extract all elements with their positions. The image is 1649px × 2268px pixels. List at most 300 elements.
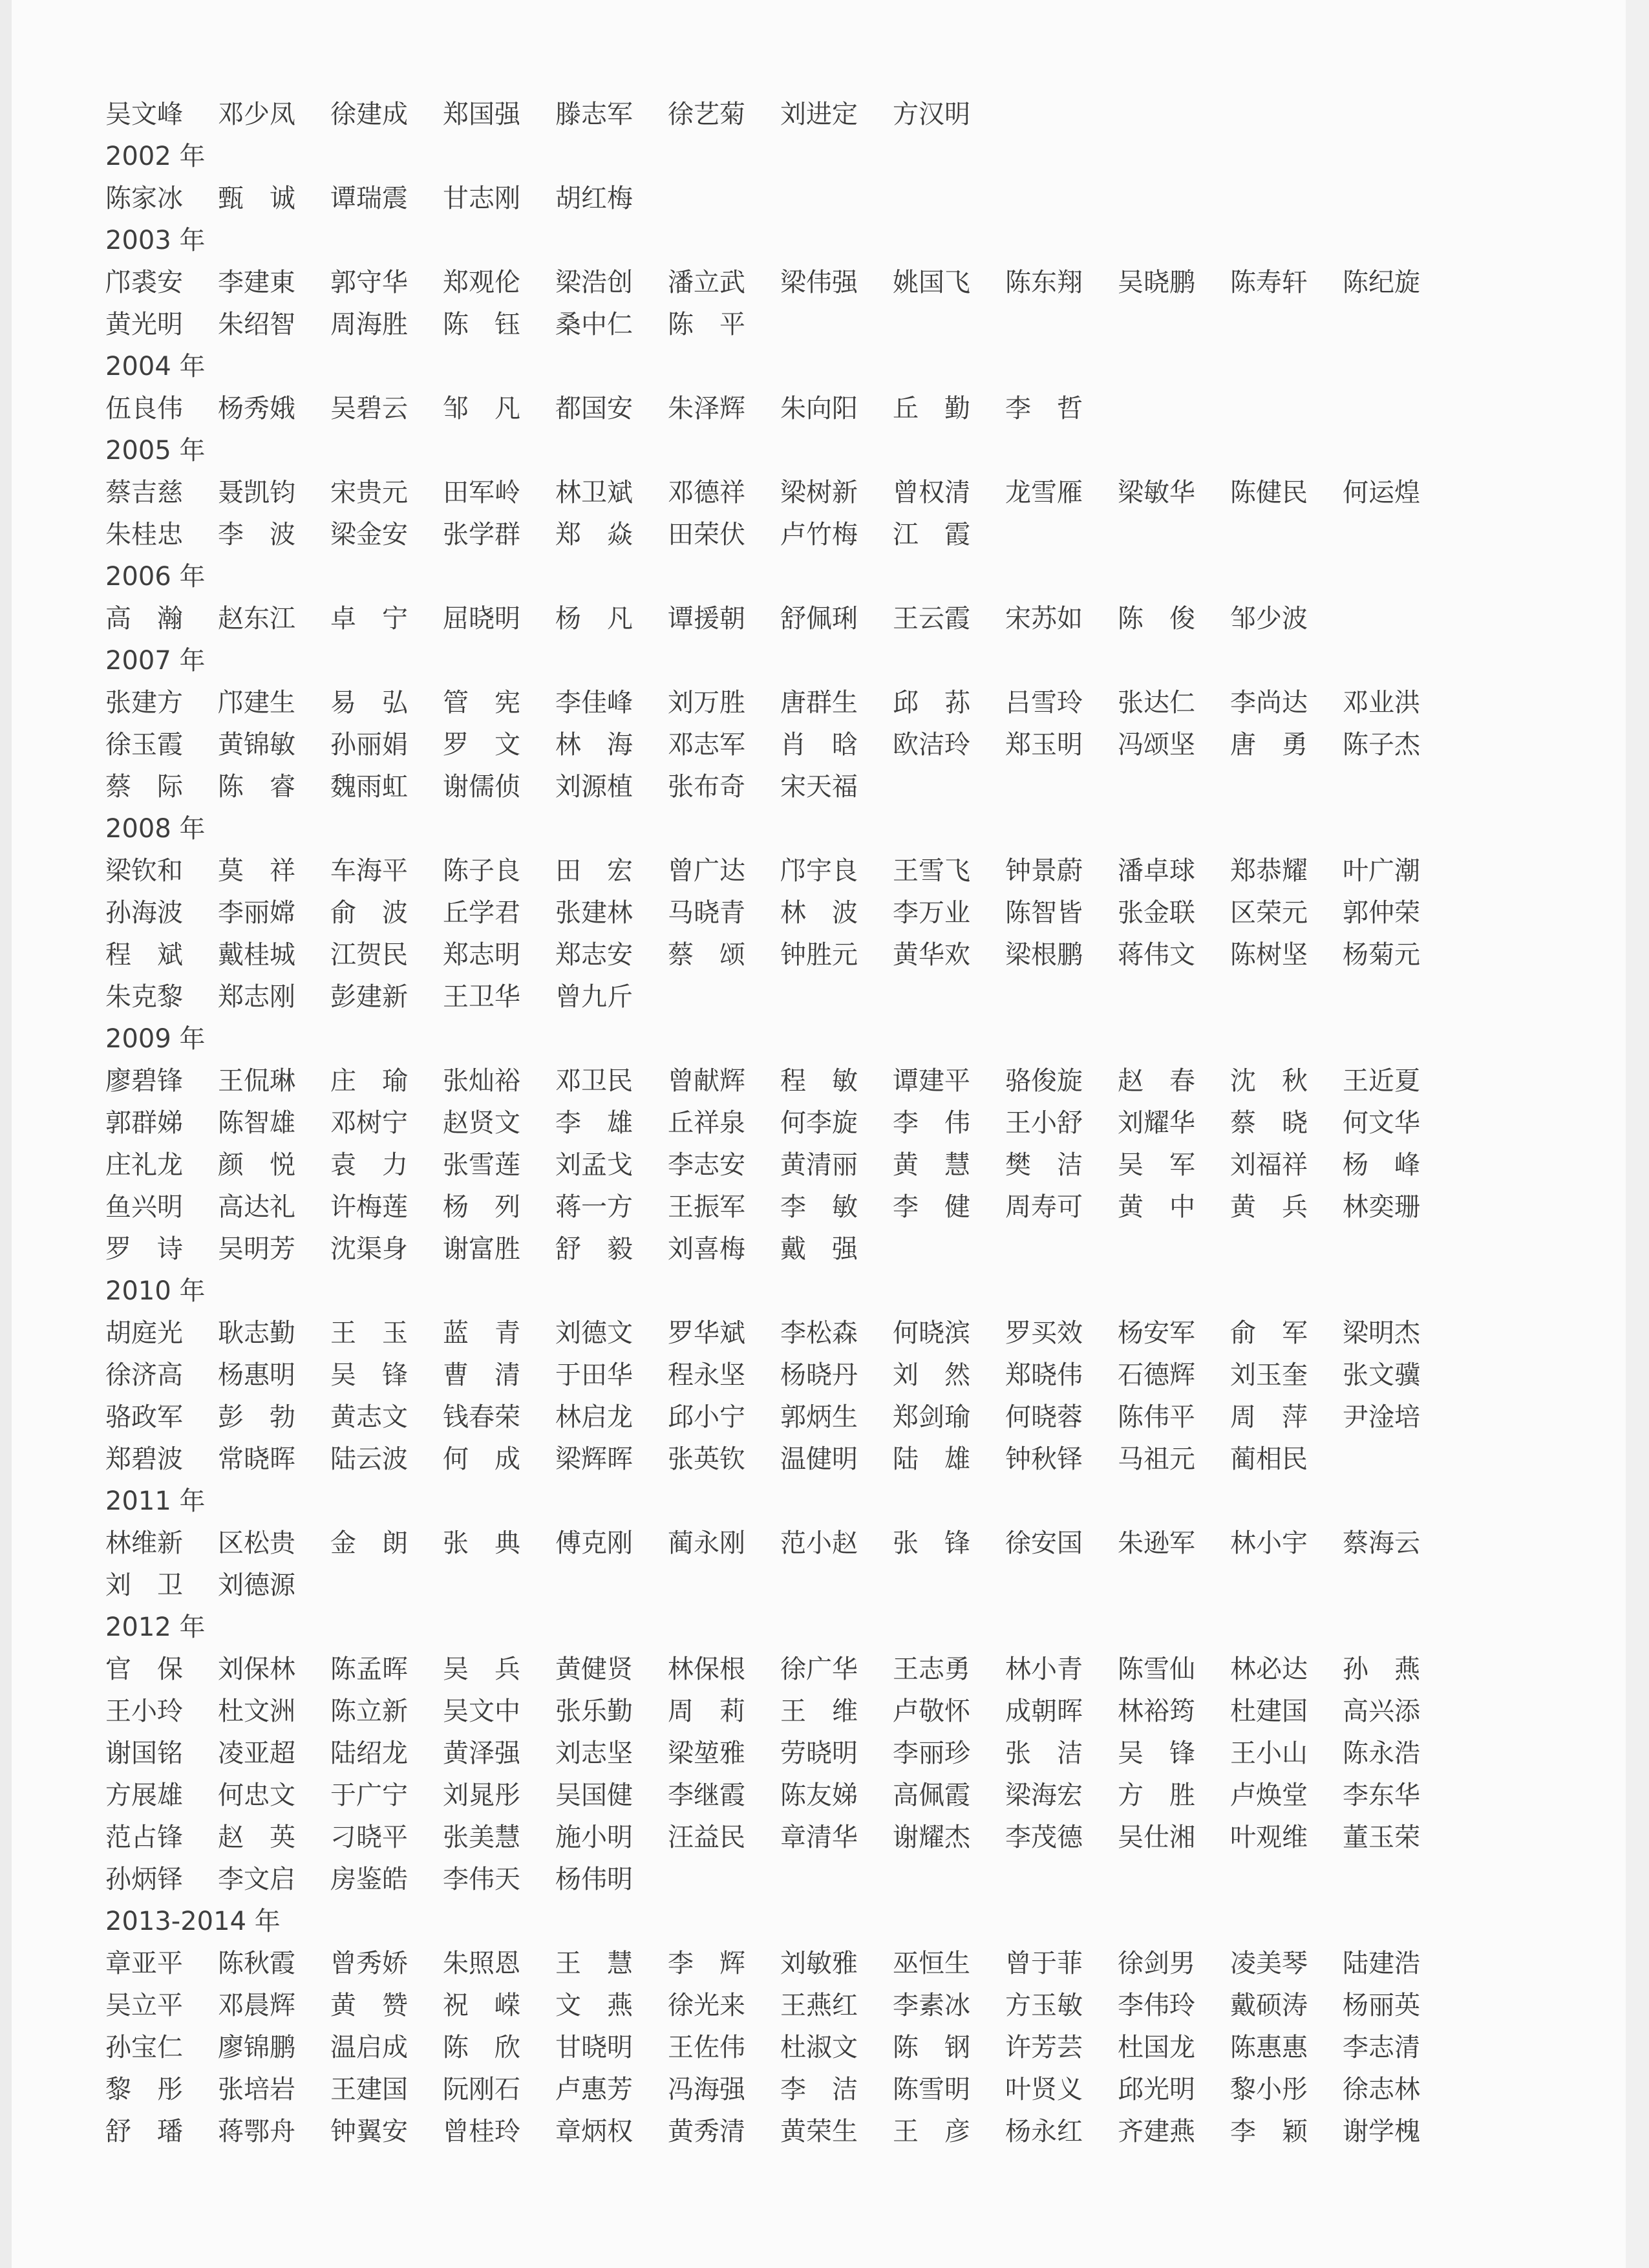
person-name: 张建方 — [105, 688, 183, 718]
person-name: 王 维 — [780, 1696, 858, 1726]
person-name: 刘敏雅 — [780, 1949, 858, 1978]
person-name: 巫恒生 — [893, 1949, 970, 1978]
person-name: 蔡吉慈 — [105, 478, 183, 508]
person-name: 蒋鄂舟 — [218, 2117, 295, 2146]
names-row — [105, 1943, 1592, 1985]
person-name: 区荣元 — [1230, 898, 1308, 928]
person-name: 范小赵 — [780, 1528, 858, 1558]
person-name: 徐艺菊 — [668, 100, 745, 129]
person-name: 区松贵 — [218, 1528, 295, 1558]
person-name: 罗华斌 — [668, 1318, 745, 1348]
year-heading: 2004 年 — [105, 352, 206, 381]
person-name: 徐光来 — [668, 1991, 745, 2020]
person-name: 骆政军 — [105, 1402, 183, 1432]
person-name: 梁树新 — [780, 478, 858, 508]
person-name: 刘源植 — [555, 772, 633, 802]
names-row — [105, 2027, 1592, 2069]
person-name: 欧洁玲 — [893, 730, 970, 760]
person-name: 杨永红 — [1005, 2117, 1083, 2146]
person-name: 吴 军 — [1118, 1150, 1195, 1180]
person-name: 高达礼 — [218, 1192, 295, 1222]
person-name: 陈秋霞 — [218, 1949, 295, 1978]
person-name: 王雪飞 — [893, 856, 970, 886]
person-name: 汪益民 — [668, 1823, 745, 1852]
names-row — [105, 304, 1592, 346]
person-name: 梁敏华 — [1118, 478, 1195, 508]
names-row — [105, 1439, 1592, 1481]
person-name: 鱼兴明 — [105, 1192, 183, 1222]
names-row — [105, 1186, 1592, 1228]
person-name: 何李旋 — [780, 1108, 858, 1138]
person-name: 方玉敏 — [1005, 1991, 1083, 2020]
person-name: 房鉴皓 — [330, 1865, 408, 1894]
person-name: 文 燕 — [555, 1991, 633, 2020]
person-name: 郑国强 — [443, 100, 520, 129]
person-name: 滕志军 — [555, 100, 633, 129]
names-row — [105, 514, 1592, 556]
person-name: 丘祥泉 — [668, 1108, 745, 1138]
person-name: 邓业洪 — [1343, 688, 1420, 718]
person-name: 李志安 — [668, 1150, 745, 1180]
person-name: 朱照恩 — [443, 1949, 520, 1978]
person-name: 范占锋 — [105, 1823, 183, 1852]
person-name: 陈 钢 — [893, 2033, 970, 2062]
person-name: 许梅莲 — [330, 1192, 408, 1222]
year-heading-row — [105, 640, 1592, 682]
person-name: 刘保林 — [218, 1654, 295, 1684]
person-name: 郑观伦 — [443, 268, 520, 297]
year-heading: 2011 年 — [105, 1486, 206, 1516]
person-name: 丘 勤 — [893, 394, 970, 423]
person-name: 杨伟明 — [555, 1865, 633, 1894]
person-name: 李 雄 — [555, 1108, 633, 1138]
person-name: 王小舒 — [1005, 1108, 1083, 1138]
person-name: 谢儒侦 — [443, 772, 520, 802]
person-name: 曾于菲 — [1005, 1949, 1083, 1978]
person-name: 陈伟平 — [1118, 1402, 1195, 1432]
names-row — [105, 1691, 1592, 1733]
person-name: 赵东江 — [218, 604, 295, 634]
person-name: 梁浩创 — [555, 268, 633, 297]
person-name: 方汉明 — [893, 100, 970, 129]
person-name: 杨惠明 — [218, 1360, 295, 1390]
person-name: 成朝晖 — [1005, 1696, 1083, 1726]
person-name: 王侃琳 — [218, 1066, 295, 1096]
person-name: 张乐勤 — [555, 1696, 633, 1726]
person-name: 钱春荣 — [443, 1402, 520, 1432]
person-name: 吴明芳 — [218, 1234, 295, 1264]
person-name: 黄 赞 — [330, 1991, 408, 2020]
person-name: 金 朗 — [330, 1528, 408, 1558]
person-name: 李茂德 — [1005, 1823, 1083, 1852]
person-name: 蔡海云 — [1343, 1528, 1420, 1558]
year-heading: 2003 年 — [105, 226, 206, 255]
person-name: 吴 锋 — [330, 1360, 408, 1390]
person-name: 许芳芸 — [1005, 2033, 1083, 2062]
person-name: 邹 凡 — [443, 394, 520, 423]
person-name: 黄锦敏 — [218, 730, 295, 760]
person-name: 朱逊军 — [1118, 1528, 1195, 1558]
person-name: 曾献辉 — [668, 1066, 745, 1096]
person-name: 聂凯钧 — [218, 478, 295, 508]
person-name: 李 波 — [218, 520, 295, 550]
year-heading-row — [105, 1481, 1592, 1523]
person-name: 王卫华 — [443, 982, 520, 1012]
person-name: 程 敏 — [780, 1066, 858, 1096]
person-name: 张英钦 — [668, 1444, 745, 1474]
person-name: 蔡 晓 — [1230, 1108, 1308, 1138]
person-name: 唐群生 — [780, 688, 858, 718]
names-row — [105, 94, 1592, 136]
person-name: 何文华 — [1343, 1108, 1420, 1138]
person-name: 刘 然 — [893, 1360, 970, 1390]
person-name: 杨 峰 — [1343, 1150, 1420, 1180]
person-name: 王 慧 — [555, 1949, 633, 1978]
person-name: 张灿裕 — [443, 1066, 520, 1096]
person-name: 郑恭耀 — [1230, 856, 1308, 886]
person-name: 周海胜 — [330, 310, 408, 339]
person-name: 徐剑男 — [1118, 1949, 1195, 1978]
person-name: 陈健民 — [1230, 478, 1308, 508]
person-name: 杨秀娥 — [218, 394, 295, 423]
names-row — [105, 1312, 1592, 1354]
person-name: 肖 晗 — [780, 730, 858, 760]
person-name: 孙宝仁 — [105, 2033, 183, 2062]
person-name: 曾权清 — [893, 478, 970, 508]
names-row — [105, 1102, 1592, 1144]
person-name: 张学群 — [443, 520, 520, 550]
person-name: 彭 勃 — [218, 1402, 295, 1432]
person-name: 杨 凡 — [555, 604, 633, 634]
person-name: 邓少凤 — [218, 100, 295, 129]
person-name: 黎小彤 — [1230, 2075, 1308, 2104]
person-name: 温启成 — [330, 2033, 408, 2062]
person-name: 黄清丽 — [780, 1150, 858, 1180]
names-row — [105, 1396, 1592, 1439]
person-name: 邓晨辉 — [218, 1991, 295, 2020]
person-name: 林必达 — [1230, 1654, 1308, 1684]
person-name: 王小玲 — [105, 1696, 183, 1726]
names-row — [105, 1775, 1592, 1817]
person-name: 梁辉晖 — [555, 1444, 633, 1474]
person-name: 林 波 — [780, 898, 858, 928]
person-name: 刘喜梅 — [668, 1234, 745, 1264]
person-name: 蔡 颂 — [668, 940, 745, 970]
person-name: 梁明杰 — [1343, 1318, 1420, 1348]
person-name: 卢竹梅 — [780, 520, 858, 550]
person-name: 温健明 — [780, 1444, 858, 1474]
person-name: 陈雪明 — [893, 2075, 970, 2104]
names-row — [105, 2111, 1592, 2153]
names-row — [105, 472, 1592, 514]
person-name: 刘孟戈 — [555, 1150, 633, 1180]
person-name: 王振军 — [668, 1192, 745, 1222]
person-name: 邓志军 — [668, 730, 745, 760]
person-name: 郑志明 — [443, 940, 520, 970]
person-name: 谢耀杰 — [893, 1823, 970, 1852]
person-name: 杨晓丹 — [780, 1360, 858, 1390]
person-name: 郑 焱 — [555, 520, 633, 550]
person-name: 李建東 — [218, 268, 295, 297]
person-name: 赵 春 — [1118, 1066, 1195, 1096]
person-name: 龙雪雁 — [1005, 478, 1083, 508]
person-name: 刘福祥 — [1230, 1150, 1308, 1180]
person-name: 官 保 — [105, 1654, 183, 1684]
person-name: 董玉荣 — [1343, 1823, 1420, 1852]
person-name: 田荣伏 — [668, 520, 745, 550]
person-name: 朱泽辉 — [668, 394, 745, 423]
person-name: 杨安军 — [1118, 1318, 1195, 1348]
person-name: 李 敏 — [780, 1192, 858, 1222]
person-name: 曹 清 — [443, 1360, 520, 1390]
person-name: 沈 秋 — [1230, 1066, 1308, 1096]
person-name: 田军岭 — [443, 478, 520, 508]
person-name: 王近夏 — [1343, 1066, 1420, 1096]
person-name: 陈家冰 — [105, 184, 183, 213]
person-name: 王燕红 — [780, 1991, 858, 2020]
person-name: 邓卫民 — [555, 1066, 633, 1096]
person-name: 耿志勤 — [218, 1318, 295, 1348]
person-name: 李文启 — [218, 1865, 295, 1894]
year-heading: 2009 年 — [105, 1024, 206, 1054]
names-row — [105, 1060, 1592, 1102]
names-row — [105, 1523, 1592, 1565]
person-name: 杨 列 — [443, 1192, 520, 1222]
person-name: 郑晓伟 — [1005, 1360, 1083, 1390]
names-row — [105, 598, 1592, 640]
person-name: 徐玉霞 — [105, 730, 183, 760]
year-heading-row — [105, 430, 1592, 472]
person-name: 邓德祥 — [668, 478, 745, 508]
person-name: 陈友娣 — [780, 1781, 858, 1810]
person-name: 黄志文 — [330, 1402, 408, 1432]
person-name: 郑碧波 — [105, 1444, 183, 1474]
person-name: 刘 卫 — [105, 1570, 183, 1600]
person-name: 杜文洲 — [218, 1696, 295, 1726]
person-name: 庄 瑜 — [330, 1066, 408, 1096]
person-name: 李万业 — [893, 898, 970, 928]
person-name: 李伟天 — [443, 1865, 520, 1894]
person-name: 莫 祥 — [218, 856, 295, 886]
person-name: 程 斌 — [105, 940, 183, 970]
person-name: 叶观维 — [1230, 1823, 1308, 1852]
person-name: 徐广华 — [780, 1654, 858, 1684]
person-name: 何 成 — [443, 1444, 520, 1474]
names-row — [105, 1565, 1592, 1607]
person-name: 卢焕堂 — [1230, 1781, 1308, 1810]
person-name: 李素冰 — [893, 1991, 970, 2020]
person-name: 谭瑞震 — [330, 184, 408, 213]
person-name: 刘玉奎 — [1230, 1360, 1308, 1390]
names-row — [105, 724, 1592, 766]
names-row — [105, 766, 1592, 808]
person-name: 蔺永刚 — [668, 1528, 745, 1558]
person-name: 章清华 — [780, 1823, 858, 1852]
person-name: 郑玉明 — [1005, 730, 1083, 760]
year-heading-row — [105, 1607, 1592, 1649]
names-row — [105, 2069, 1592, 2111]
person-name: 谢学槐 — [1343, 2117, 1420, 2146]
person-name: 刘志坚 — [555, 1738, 633, 1768]
person-name: 郑剑瑜 — [893, 1402, 970, 1432]
person-name: 杨菊元 — [1343, 940, 1420, 970]
person-name: 黄 兵 — [1230, 1192, 1308, 1222]
person-name: 傅克刚 — [555, 1528, 633, 1558]
person-name: 王志勇 — [893, 1654, 970, 1684]
person-name: 张文骥 — [1343, 1360, 1420, 1390]
person-name: 梁钦和 — [105, 856, 183, 886]
person-name: 施小明 — [555, 1823, 633, 1852]
year-heading: 2002 年 — [105, 142, 206, 171]
scan-edge-left — [0, 0, 12, 2268]
person-name: 陈纪旋 — [1343, 268, 1420, 297]
person-name: 钟景蔚 — [1005, 856, 1083, 886]
person-name: 李丽珍 — [893, 1738, 970, 1768]
person-name: 蔺相民 — [1230, 1444, 1308, 1474]
person-name: 李丽嫦 — [218, 898, 295, 928]
person-name: 尹淦培 — [1343, 1402, 1420, 1432]
person-name: 陆云波 — [330, 1444, 408, 1474]
person-name: 李佳峰 — [555, 688, 633, 718]
person-name: 孙炳铎 — [105, 1865, 183, 1894]
names-row — [105, 1354, 1592, 1396]
names-row — [105, 1144, 1592, 1186]
person-name: 刁晓平 — [330, 1823, 408, 1852]
person-name: 蔡 际 — [105, 772, 183, 802]
person-name: 俞 波 — [330, 898, 408, 928]
person-name: 陈立新 — [330, 1696, 408, 1726]
person-name: 阮刚石 — [443, 2075, 520, 2104]
person-name: 舒佩琍 — [780, 604, 858, 634]
person-name: 吴文中 — [443, 1696, 520, 1726]
person-name: 屈晓明 — [443, 604, 520, 634]
person-name: 李伟玲 — [1118, 1991, 1195, 2020]
person-name: 陆绍龙 — [330, 1738, 408, 1768]
person-name: 管 宪 — [443, 688, 520, 718]
person-name: 黄 中 — [1118, 1192, 1195, 1222]
names-row — [105, 850, 1592, 892]
person-name: 刘进定 — [780, 100, 858, 129]
person-name: 陈永浩 — [1343, 1738, 1420, 1768]
person-name: 田 宏 — [555, 856, 633, 886]
person-name: 赵贤文 — [443, 1108, 520, 1138]
year-heading: 2010 年 — [105, 1276, 206, 1306]
year-heading-row — [105, 556, 1592, 598]
person-name: 陈 钰 — [443, 310, 520, 339]
person-name: 张 洁 — [1005, 1738, 1083, 1768]
person-name: 高兴添 — [1343, 1696, 1420, 1726]
person-name: 谭援朝 — [668, 604, 745, 634]
person-name: 骆俊旋 — [1005, 1066, 1083, 1096]
person-name: 蒋一方 — [555, 1192, 633, 1222]
person-name: 曾秀娇 — [330, 1949, 408, 1978]
person-name: 杜国龙 — [1118, 2033, 1195, 2062]
person-name: 冯颂坚 — [1118, 730, 1195, 760]
person-name: 林小青 — [1005, 1654, 1083, 1684]
person-name: 陈树坚 — [1230, 940, 1308, 970]
scan-edge-right — [1626, 0, 1649, 2268]
person-name: 冯海强 — [668, 2075, 745, 2104]
person-name: 吴碧云 — [330, 394, 408, 423]
person-name: 陈智雄 — [218, 1108, 295, 1138]
person-name: 杜淑文 — [780, 2033, 858, 2062]
person-name: 钟胜元 — [780, 940, 858, 970]
person-name: 张美慧 — [443, 1823, 520, 1852]
person-name: 林启龙 — [555, 1402, 633, 1432]
person-name: 魏雨虹 — [330, 772, 408, 802]
names-row — [105, 178, 1592, 220]
person-name: 谭建平 — [893, 1066, 970, 1096]
person-name: 杜建国 — [1230, 1696, 1308, 1726]
person-name: 王云霞 — [893, 604, 970, 634]
person-name: 王小山 — [1230, 1738, 1308, 1768]
person-name: 马祖元 — [1118, 1444, 1195, 1474]
person-name: 李 辉 — [668, 1949, 745, 1978]
names-row — [105, 682, 1592, 724]
person-name: 王 玉 — [330, 1318, 408, 1348]
person-name: 孙 燕 — [1343, 1654, 1420, 1684]
year-heading-row — [105, 136, 1592, 178]
names-row — [105, 976, 1592, 1018]
person-name: 陈东翔 — [1005, 268, 1083, 297]
person-name: 胡庭光 — [105, 1318, 183, 1348]
person-name: 张雪莲 — [443, 1150, 520, 1180]
person-name: 刘耀华 — [1118, 1108, 1195, 1138]
person-name: 孙丽娟 — [330, 730, 408, 760]
person-name: 李 哲 — [1005, 394, 1083, 423]
person-name: 林小宇 — [1230, 1528, 1308, 1558]
person-name: 凌美琴 — [1230, 1949, 1308, 1978]
person-name: 李尚达 — [1230, 688, 1308, 718]
person-name: 卢惠芳 — [555, 2075, 633, 2104]
person-name: 樊 洁 — [1005, 1150, 1083, 1180]
person-name: 朱向阳 — [780, 394, 858, 423]
person-name: 陈寿轩 — [1230, 268, 1308, 297]
name-list — [105, 94, 1592, 2153]
person-name: 石德辉 — [1118, 1360, 1195, 1390]
person-name: 李 颖 — [1230, 2117, 1308, 2146]
person-name: 袁 力 — [330, 1150, 408, 1180]
person-name: 郑志安 — [555, 940, 633, 970]
person-name: 曾广达 — [668, 856, 745, 886]
person-name: 甘晓明 — [555, 2033, 633, 2062]
person-name: 章亚平 — [105, 1949, 183, 1978]
person-name: 陈惠惠 — [1230, 2033, 1308, 2062]
person-name: 周 莉 — [668, 1696, 745, 1726]
person-name: 李松森 — [780, 1318, 858, 1348]
person-name: 易 弘 — [330, 688, 408, 718]
person-name: 唐 勇 — [1230, 730, 1308, 760]
person-name: 邝建生 — [218, 688, 295, 718]
person-name: 李 洁 — [780, 2075, 858, 2104]
year-heading: 2007 年 — [105, 646, 206, 676]
person-name: 宋苏如 — [1005, 604, 1083, 634]
person-name: 李继霞 — [668, 1781, 745, 1810]
person-name: 戴 强 — [780, 1234, 858, 1264]
person-name: 王 彦 — [893, 2117, 970, 2146]
person-name: 蓝 青 — [443, 1318, 520, 1348]
person-name: 廖碧锋 — [105, 1066, 183, 1096]
person-name: 杨丽英 — [1343, 1991, 1420, 2020]
person-name: 何运煌 — [1343, 478, 1420, 508]
person-name: 齐建燕 — [1118, 2117, 1195, 2146]
person-name: 梁金安 — [330, 520, 408, 550]
person-name: 马晓青 — [668, 898, 745, 928]
person-name: 陆建浩 — [1343, 1949, 1420, 1978]
person-name: 徐济高 — [105, 1360, 183, 1390]
person-name: 黄秀清 — [668, 2117, 745, 2146]
person-name: 罗 诗 — [105, 1234, 183, 1264]
